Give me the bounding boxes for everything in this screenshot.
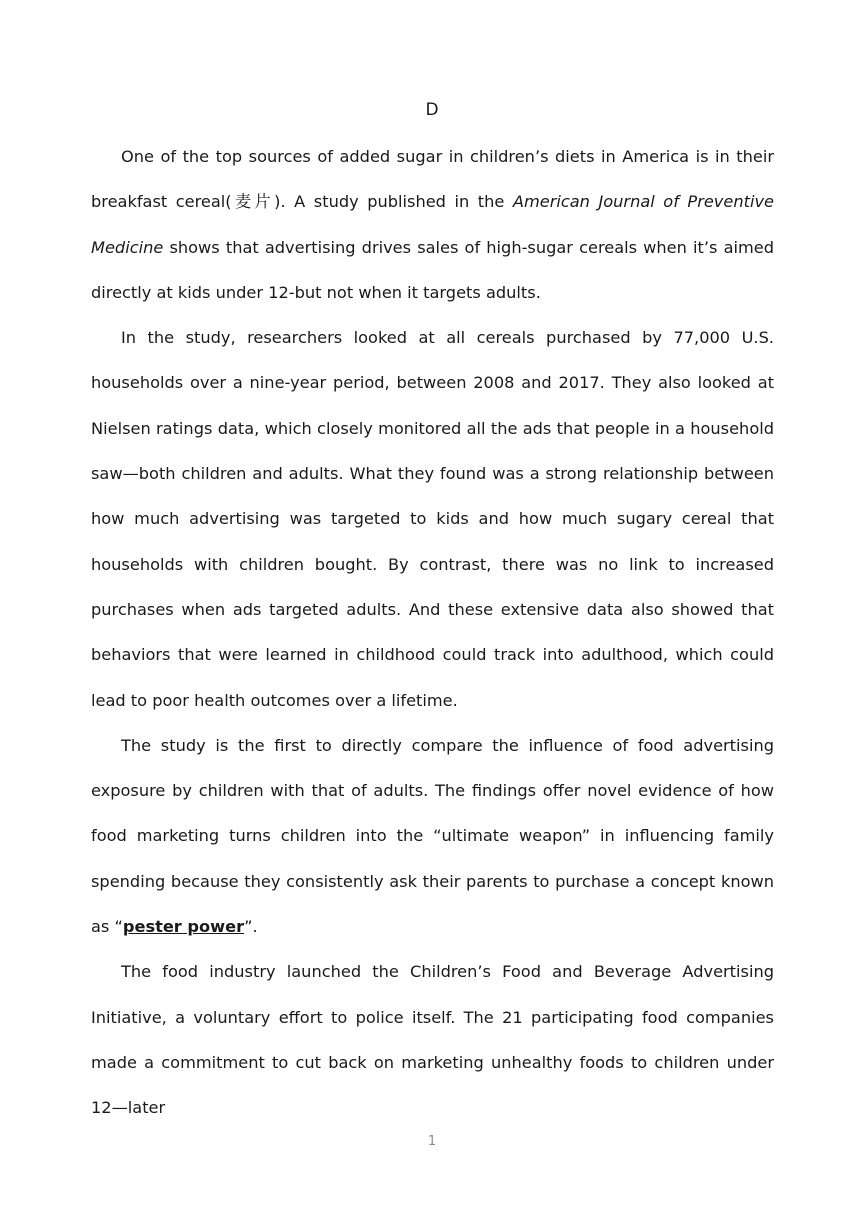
paragraph-2: In the study, researchers looked at all cereals purchased by 77,000 U.S. households over a nine-year period, between 2008 and 2017. They also looked at Nielsen ratings data, which closely monitored all the ads that people in a household saw—both children and adults. What they found was a strong relationship between how much advertising was targeted to kids and how much sugary cereal that households with children bought. By contrast, there was no link to increased purchases when ads targeted adults. And these extensive data also showed that behaviors that were learned in childhood could track into adulthood, which could lead to poor health outcomes over a lifetime. [91,328,774,710]
paragraph-3-text-b: ”. [244,917,258,937]
paragraph-3-text-a: The study is the first to directly compare the influence of food advertising exposure by children with that of adults. The findings offer novel evidence of how food marketing turns children into the “ultimate weapon” in influencing family spending because they consistently ask their parents to purchase a concept known as “ [91,735,774,937]
passage-body [91,134,774,1131]
pester-power-term: pester power [122,917,245,937]
paragraph-3 [91,723,774,949]
paragraph-1-text-b: shows that advertising drives sales of high-sugar cereals when it’s aimed directly at kids under 12-but not when it targets adults. [91,237,774,302]
paragraph-1 [91,134,774,315]
paragraph-1-text-a: One of the top sources of added sugar in children’s diets in America is in their breakfast cereal(麦片). A study published in the [91,147,774,212]
passage-title: D [425,100,439,120]
page-number: 1 [427,1134,437,1149]
paragraph-4: The food industry launched the Children’s Food and Beverage Advertising Initiative, a voluntary effort to police itself. The 21 participating food companies made a commitment to cut back on marketing unhealthy foods to children under 12—later [91,962,774,1118]
journal-name: American Journal of Preventive Medicine [91,192,774,257]
